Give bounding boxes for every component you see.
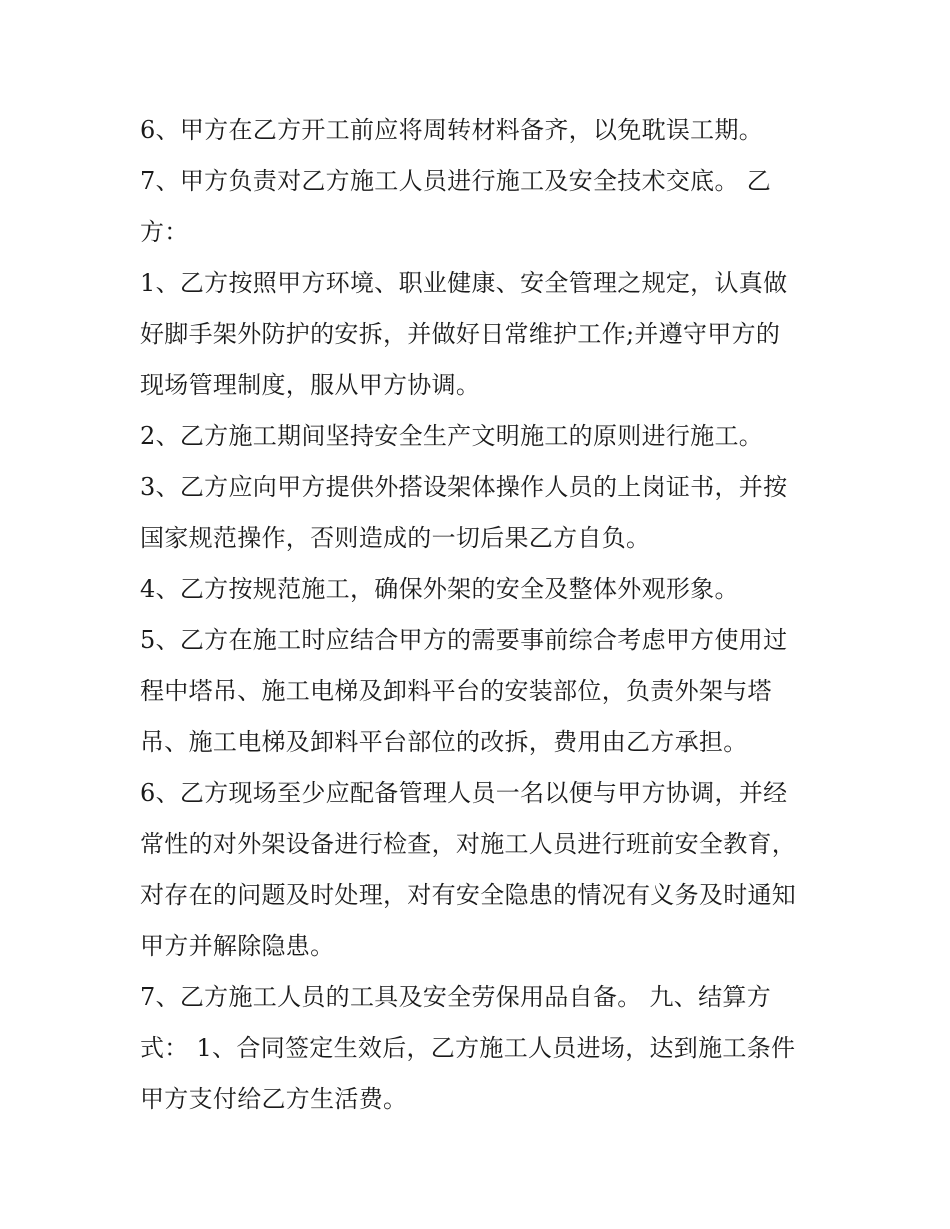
text-line: 程中塔吊、施工电梯及卸料平台的安装部位，负责外架与塔 (140, 677, 772, 705)
text-line: 4、乙方按规范施工，确保外架的安全及整体外观形象。 (140, 575, 739, 603)
text-line: 5、乙方在施工时应结合甲方的需要事前综合考虑甲方使用过 (140, 626, 788, 654)
text-line: 甲方并解除隐患。 (140, 932, 335, 960)
text-line: 好脚手架外防护的安拆，并做好日常维护工作;并遵守甲方的 (140, 320, 781, 348)
text-line: 常性的对外架设备进行检查，对施工人员进行班前安全教育， (140, 830, 797, 858)
text-line: 7、甲方负责对乙方施工人员进行施工及安全技术交底。 乙 (140, 167, 771, 195)
text-line: 式： 1、合同签定生效后，乙方施工人员进场，达到施工条件 (140, 1034, 796, 1062)
text-line: 吊、施工电梯及卸料平台部位的改拆，费用由乙方承担。 (140, 728, 748, 756)
text-line: 6、乙方现场至少应配备管理人员一名以便与甲方协调，并经 (140, 779, 788, 807)
text-line: 7、乙方施工人员的工具及安全劳保用品自备。 九、结算方 (140, 983, 771, 1011)
text-line: 2、乙方施工期间坚持安全生产文明施工的原则进行施工。 (140, 422, 764, 450)
text-line: 甲方支付给乙方生活费。 (140, 1085, 408, 1113)
text-line: 1、乙方按照甲方环境、职业健康、安全管理之规定，认真做 (140, 269, 788, 297)
text-line: 6、甲方在乙方开工前应将周转材料备齐，以免耽误工期。 (140, 116, 764, 144)
text-line: 3、乙方应向甲方提供外搭设架体操作人员的上岗证书，并按 (140, 473, 788, 501)
text-line: 方： (140, 218, 189, 246)
document-body (140, 105, 820, 1125)
text-line: 现场管理制度，服从甲方协调。 (140, 371, 481, 399)
text-line: 国家规范操作，否则造成的一切后果乙方自负。 (140, 524, 651, 552)
text-line: 对存在的问题及时处理，对有安全隐患的情况有义务及时通知 (140, 881, 797, 909)
